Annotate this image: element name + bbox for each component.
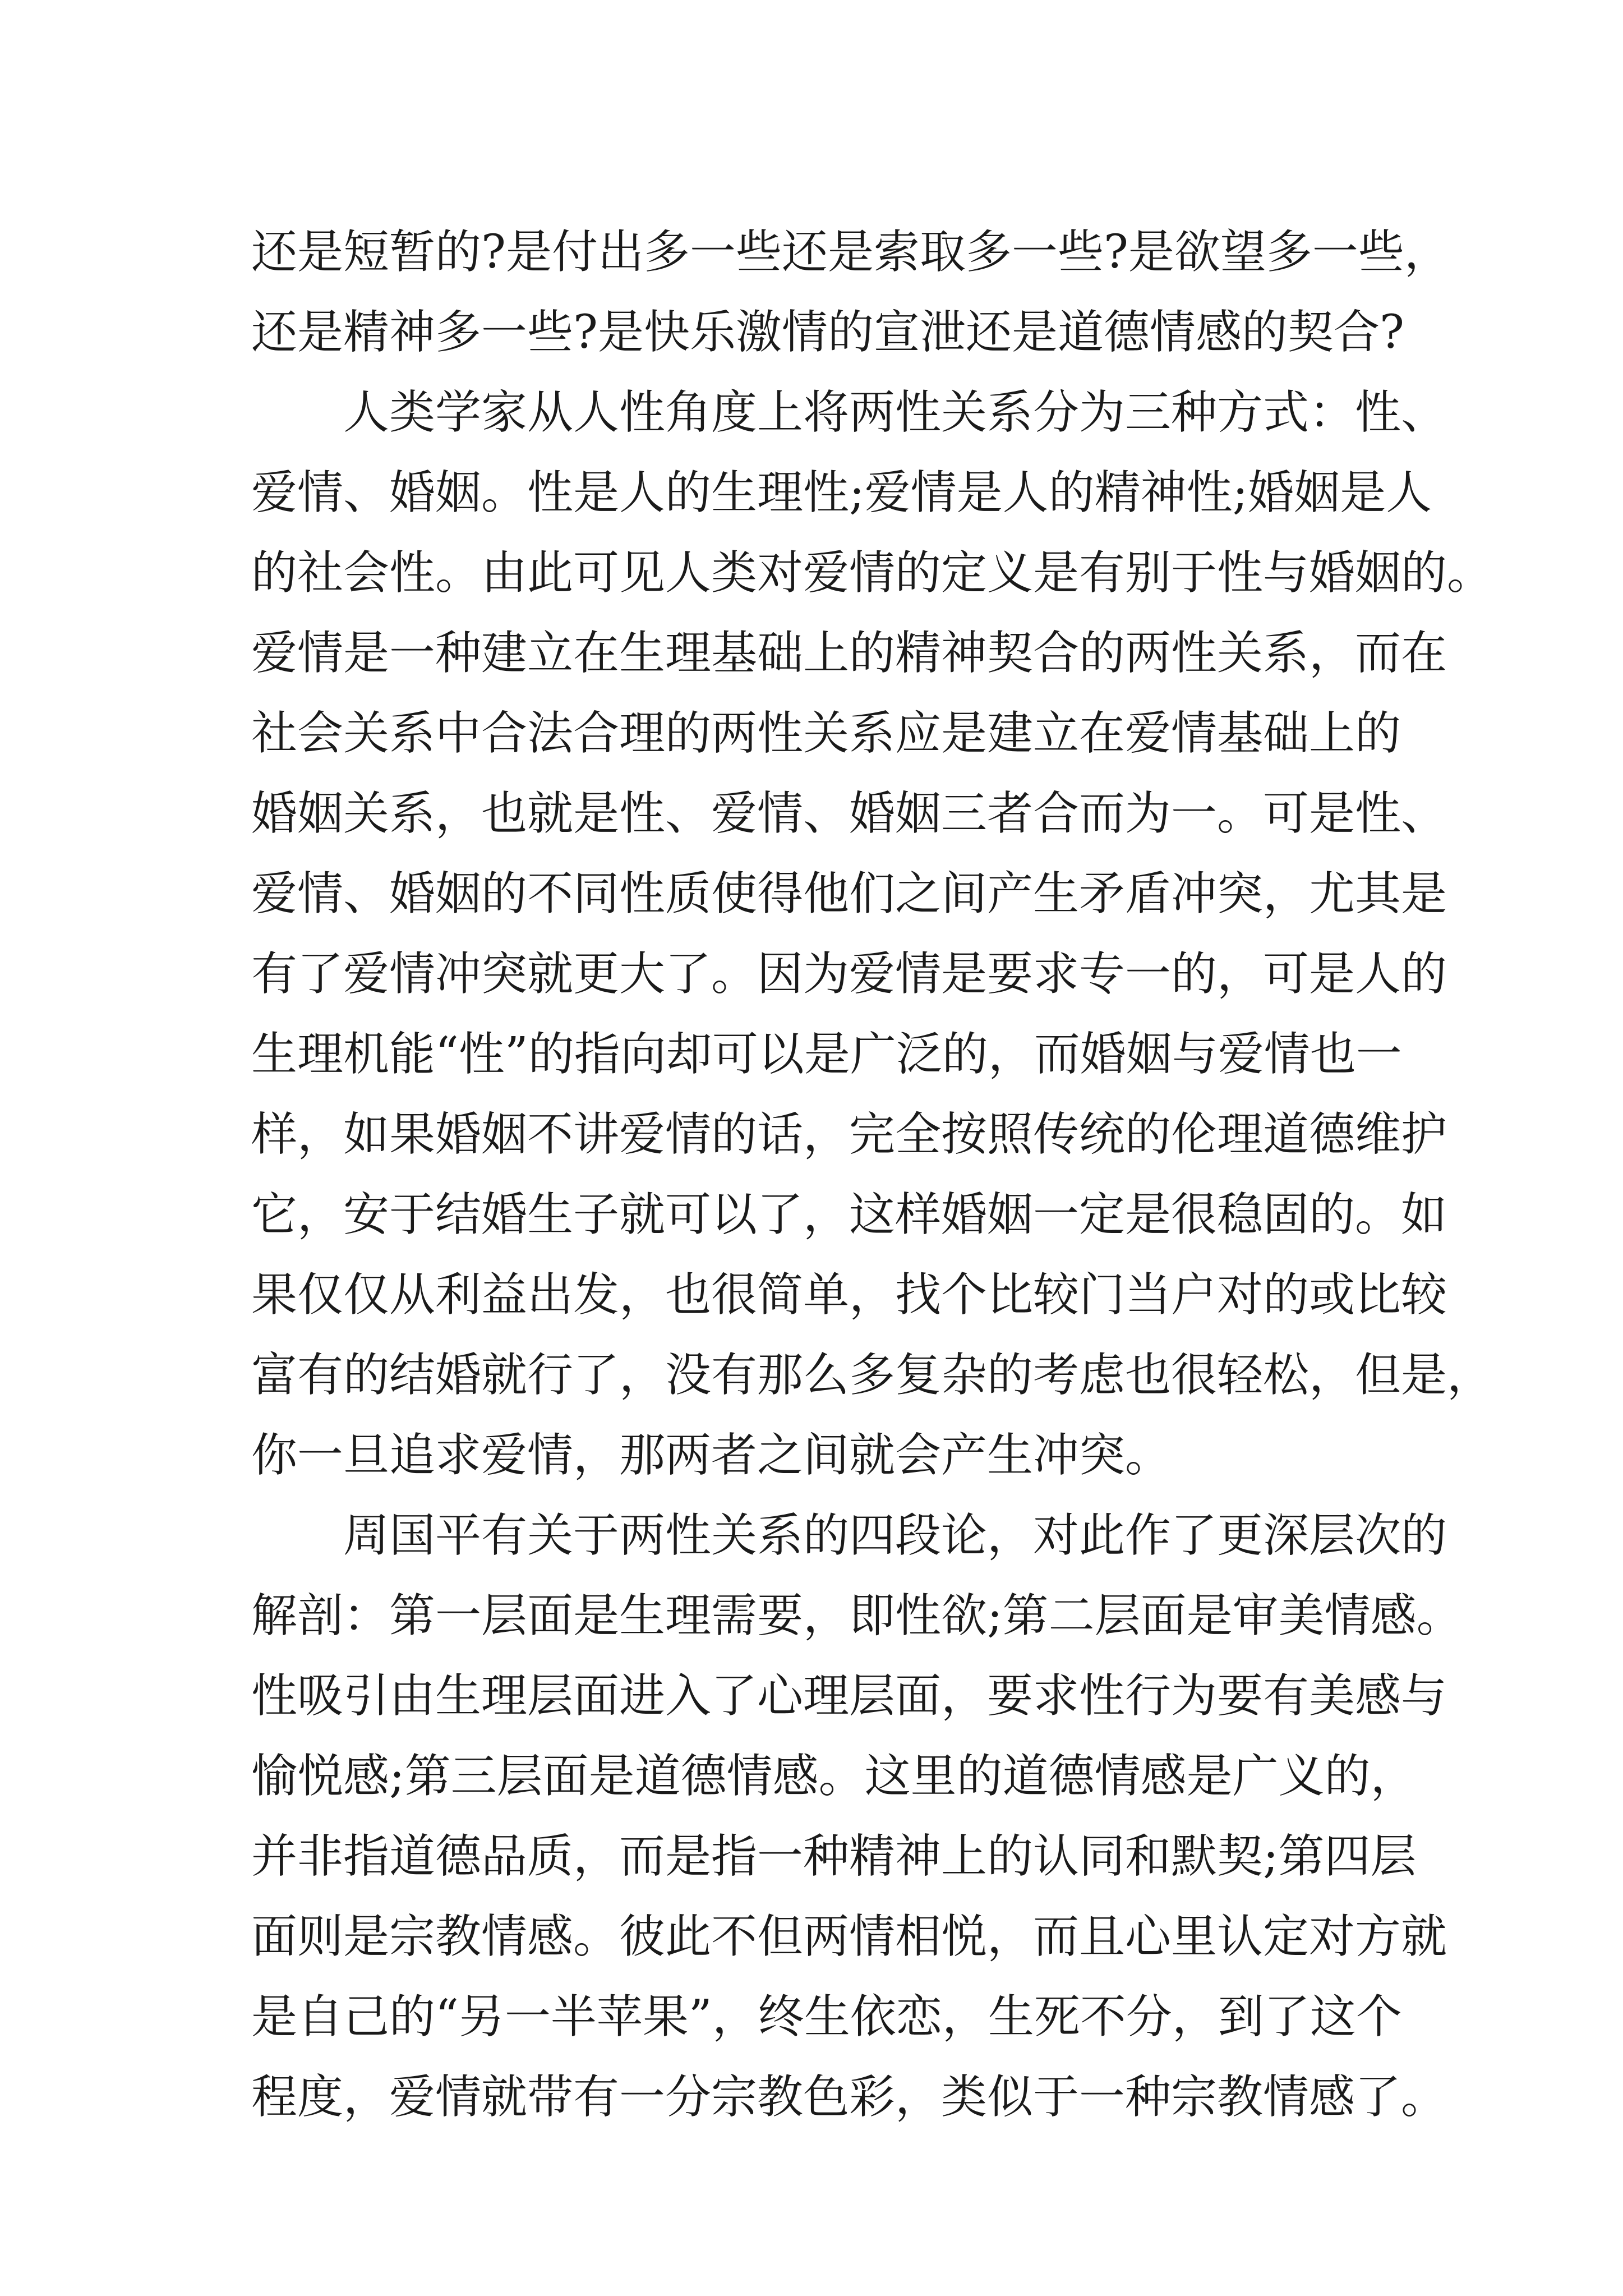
text-line: 并非指道德品质，而是指一种精神上的认同和默契;第四层 — [251, 1830, 1417, 1883]
text-line: 富有的结婚就行了，没有那么多复杂的考虑也很轻松，但是， — [251, 1349, 1493, 1402]
text-line: 周国平有关于两性关系的四段论，对此作了更深层次的 — [343, 1509, 1447, 1562]
text-line: 程度，爱情就带有一分宗教色彩，类似于一种宗教情感了。 — [251, 2070, 1447, 2124]
paragraph — [251, 372, 1493, 1496]
text-line: 的社会性。由此可见人类对爱情的定义是有别于性与婚姻的。 — [251, 546, 1493, 600]
text-line: 它，安于结婚生子就可以了，这样婚姻一定是很稳固的。如 — [251, 1188, 1447, 1241]
text-line: 还是短暂的?是付出多一些还是索取多一些?是欲望多一些， — [251, 226, 1450, 279]
text-line: 是自己的“另一半苹果”，终生依恋，生死不分，到了这个 — [251, 1990, 1402, 2044]
text-line: 有了爱情冲突就更大了。因为爱情是要求专一的，可是人的 — [251, 947, 1447, 1001]
text-line: 婚姻关系，也就是性、爱情、婚姻三者合而为一。可是性、 — [251, 787, 1447, 840]
text-line: 还是精神多一些?是快乐激情的宣泄还是道德情感的契合? — [251, 306, 1404, 359]
text-line: 社会关系中合法合理的两性关系应是建立在爱情基础上的 — [251, 707, 1401, 760]
text-line: 爱情是一种建立在生理基础上的精神契合的两性关系，而在 — [251, 627, 1447, 680]
paragraph — [251, 1496, 1463, 2137]
text-line: 愉悦感;第三层面是道德情感。这里的道德情感是广义的， — [251, 1750, 1417, 1803]
text-line: 性吸引由生理层面进入了心理层面，要求性行为要有美感与 — [251, 1669, 1447, 1723]
text-line: 爱情、婚姻。性是人的生理性;爱情是人的精神性;婚姻是人 — [251, 466, 1432, 519]
text-line: 你一旦追求爱情，那两者之间就会产生冲突。 — [251, 1429, 1172, 1482]
text-line: 人类学家从人性角度上将两性关系分为三种方式：性、 — [343, 386, 1447, 439]
paragraph — [251, 212, 1450, 372]
text-line: 爱情、婚姻的不同性质使得他们之间产生矛盾冲突，尤其是 — [251, 867, 1447, 921]
body-text — [251, 212, 1493, 2137]
text-line: 生理机能“性”的指向却可以是广泛的，而婚姻与爱情也一 — [251, 1028, 1402, 1081]
text-line: 解剖：第一层面是生理需要，即性欲;第二层面是审美情感。 — [251, 1589, 1463, 1642]
text-line: 样，如果婚姻不讲爱情的话，完全按照传统的伦理道德维护 — [251, 1108, 1447, 1161]
text-line: 面则是宗教情感。彼此不但两情相悦，而且心里认定对方就 — [251, 1910, 1447, 1963]
text-line: 果仅仅从利益出发，也很简单，找个比较门当户对的或比较 — [251, 1268, 1447, 1322]
